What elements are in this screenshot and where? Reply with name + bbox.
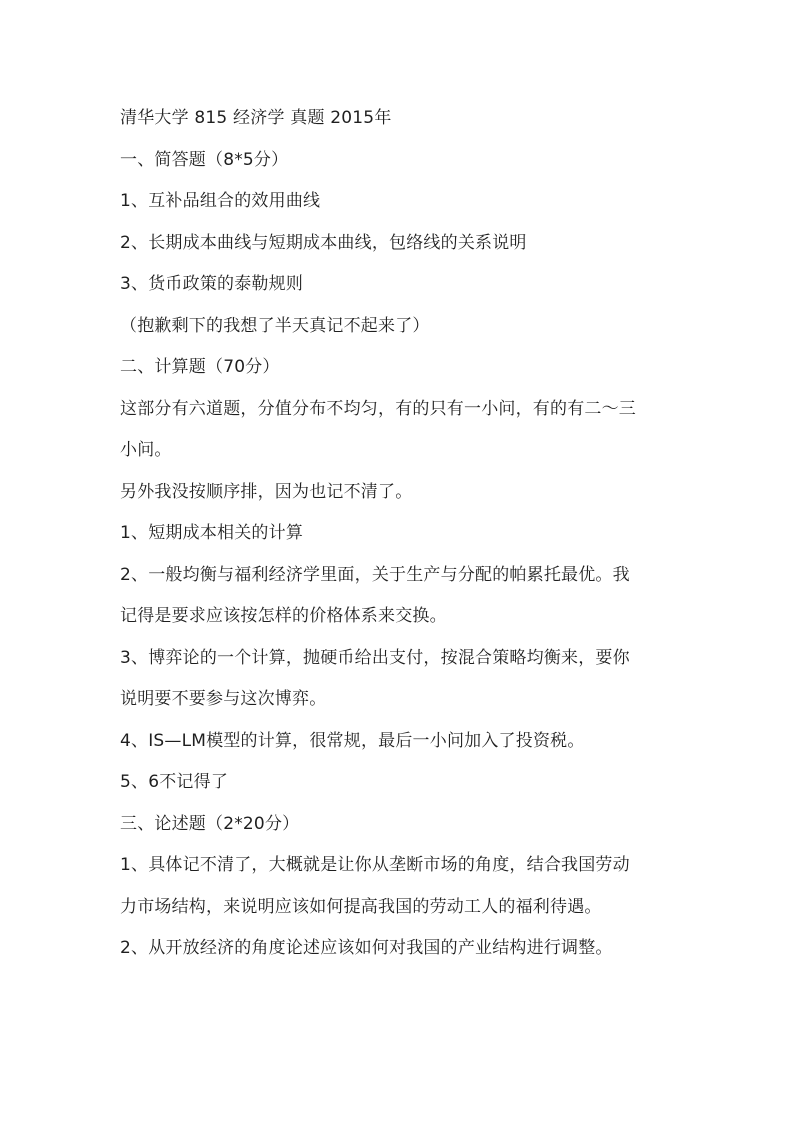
question-line: 4、IS—LM模型的计算，很常规，最后一小问加入了投资税。 (120, 730, 585, 751)
question-line: 说明要不要参与这次博弈。 (120, 689, 327, 709)
text-line: 这部分有六道题，分值分布不均匀，有的只有一小问，有的有二～三 (120, 398, 636, 419)
section-heading-calculation: 二、计算题（70分） (120, 357, 280, 377)
question-line: 1、具体记不清了，大概就是让你从垄断市场的角度，结合我国劳动 (120, 855, 630, 875)
question-line: 3、货币政策的泰勒规则 (120, 274, 304, 294)
section-heading-short-answer: 一、简答题（8*5分） (120, 149, 289, 170)
question-line: 1、互补品组合的效用曲线 (120, 191, 321, 211)
question-line: 5、6不记得了 (120, 772, 229, 792)
question-line: 2、长期成本曲线与短期成本曲线，包络线的关系说明 (120, 232, 527, 253)
question-line: 2、从开放经济的角度论述应该如何对我国的产业结构进行调整。 (120, 938, 613, 958)
document-title: 清华大学 815 经济学 真题 2015年 (120, 108, 392, 128)
text-line: 小问。 (120, 440, 172, 460)
note-line: （抱歉剩下的我想了半天真记不起来了） (120, 315, 430, 336)
question-line: 记得是要求应该按怎样的价格体系来交换。 (120, 606, 447, 626)
question-line: 3、博弈论的一个计算，抛硬币给出支付，按混合策略均衡来，要你 (120, 647, 630, 668)
document-content (120, 98, 676, 970)
question-line: 力市场结构，来说明应该如何提高我国的劳动工人的福利待遇。 (120, 896, 602, 917)
section-heading-essay: 三、论述题（2*20分） (120, 813, 300, 834)
question-line: 1、短期成本相关的计算 (120, 523, 304, 543)
text-line: 另外我没按顺序排，因为也记不清了。 (120, 481, 413, 502)
question-line: 2、一般均衡与福利经济学里面，关于生产与分配的帕累托最优。我 (120, 564, 630, 585)
